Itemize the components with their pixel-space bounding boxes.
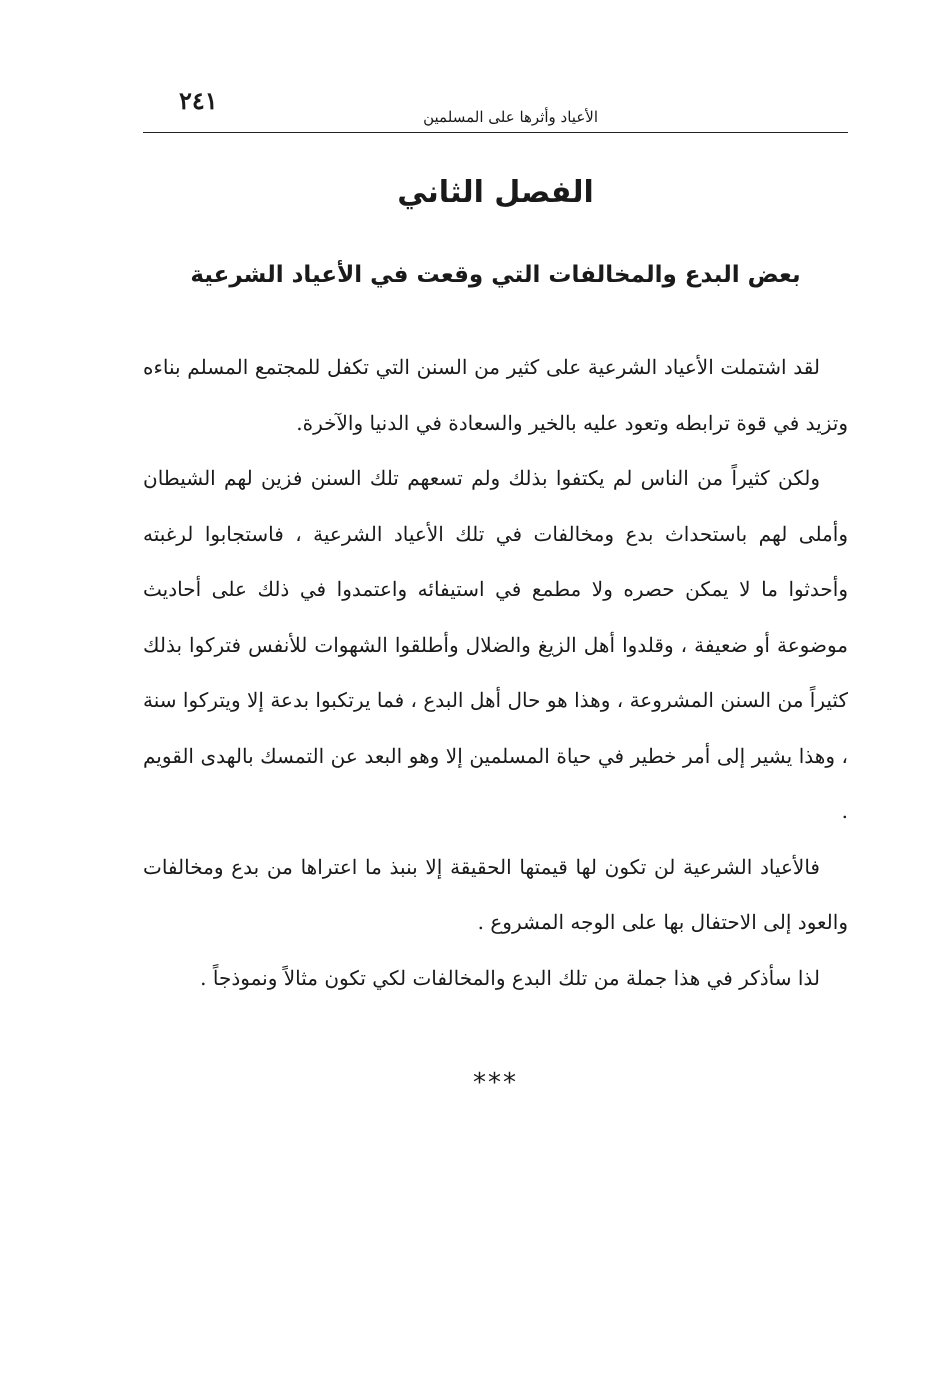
section-title: بعض البدع والمخالفات التي وقعت في الأعياد الشرعية: [190, 262, 801, 288]
header-rule: [143, 132, 848, 133]
paragraph: ولكن كثيراً من الناس لم يكتفوا بذلك ولم تسعهم تلك السنن فزين لهم الشيطان وأملى لهم باستحداث بدع ومخالفات في تلك الأعياد الشرعية ، فاستجابوا لرغبته وأحدثوا ما لا يمكن حصره ولا مطمع في استيفائه واعتمدوا في ذلك على أحاديث موضوعة أو ضعيفة ، وقلدوا أهل الزيغ والضلال وأطلقوا الشهوات للأنفس فتركوا بذلك كثيراً من السنن المشروعة ، وهذا هو حال أهل البدع ، فما يرتكبوا بدعة إلا ويتركوا سنة ، وهذا يشير إلى أمر خطير في حياة المسلمين إلا وهو البعد عن التمسك بالهدى القويم .: [143, 466, 848, 823]
paragraph: لذا سأذكر في هذا جملة من تلك البدع والمخالفات لكي تكون مثالاً ونموذجاً .: [200, 965, 820, 990]
page-number: ٢٤١: [179, 86, 218, 115]
paragraph: لقد اشتملت الأعياد الشرعية على كثير من السنن التي تكفل للمجتمع المسلم بناءه وتزيد في قوة ترابطه وتعود عليه بالخير والسعادة في الدنيا والآخرة.: [143, 355, 848, 435]
paragraph: فالأعياد الشرعية لن تكون لها قيمتها الحقيقة إلا بنبذ ما اعتراها من بدع ومخالفات والعود إلى الاحتفال بها على الوجه المشروع .: [143, 854, 848, 934]
running-head: الأعياد وأثرها على المسلمين: [423, 108, 598, 126]
page-header: [143, 82, 848, 132]
body-text: [143, 340, 848, 1006]
chapter-title: الفصل الثاني: [397, 175, 594, 210]
section-separator: ***: [473, 1068, 518, 1098]
